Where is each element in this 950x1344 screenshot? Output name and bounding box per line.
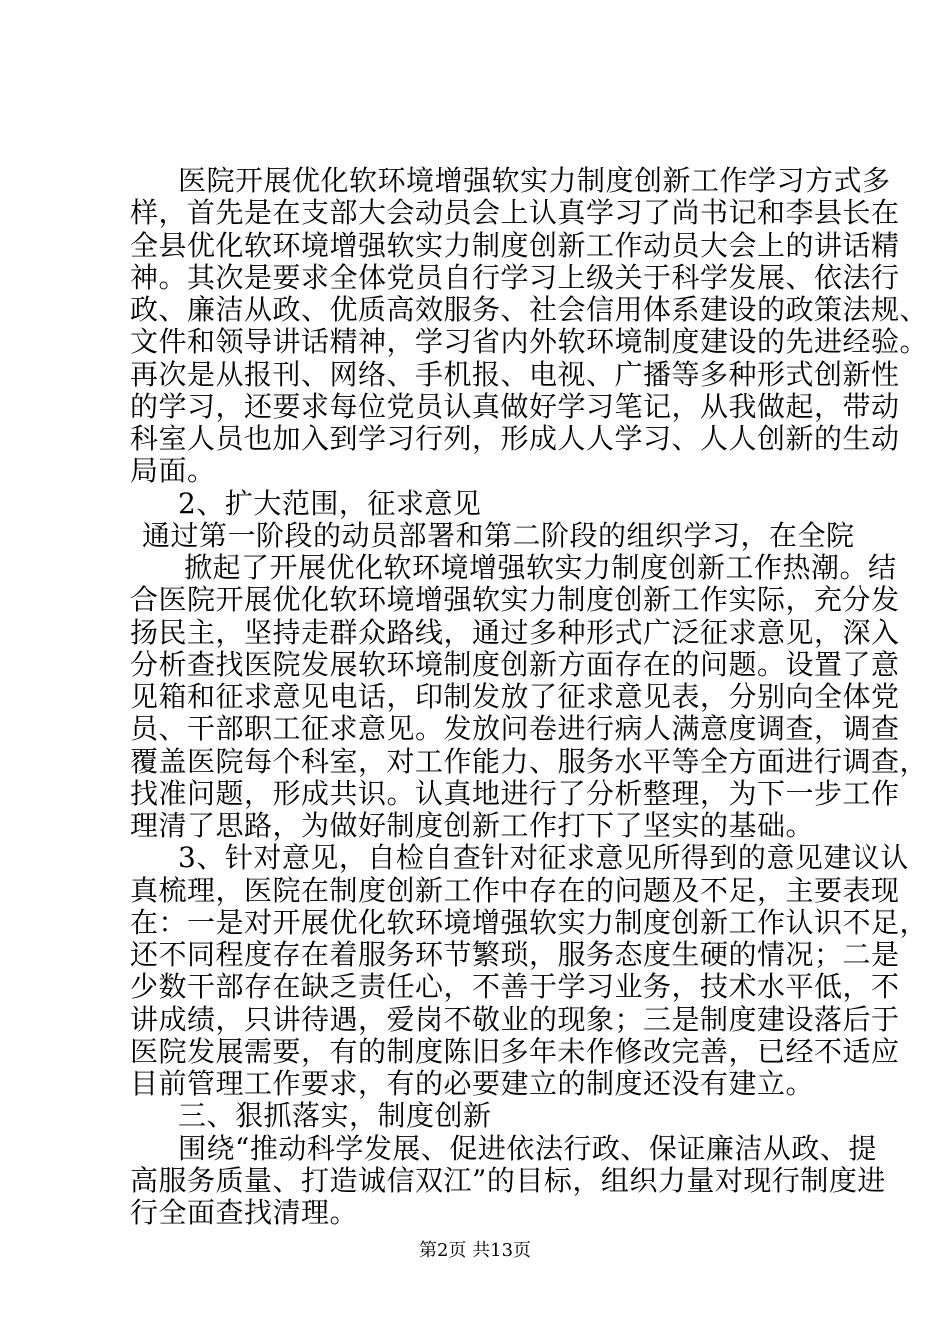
paragraph-line: 真梳理，医院在制度创新工作中存在的问题及不足，主要表现 (130, 874, 900, 907)
paragraph-line: 通过第一阶段的动员部署和第二阶段的组织学习，在全院 (142, 519, 855, 552)
paragraph-line: 还不同程度存在着服务环节繁琐，服务态度生硬的情况；二是 (130, 938, 900, 971)
paragraph-line: 高服务质量、打造诚信双江”的目标，组织力量对现行制度进 (130, 1164, 886, 1197)
paragraph-line: 医院开展优化软环境增强软实力制度创新工作学习方式多 (178, 164, 891, 197)
paragraph-line: 合医院开展优化软环境增强软实力制度创新工作实际，充分发 (130, 583, 900, 616)
paragraph-line: 局面。 (130, 454, 216, 487)
paragraph-line: 找准问题，形成共识。认真地进行了分析整理，为下一步工作 (130, 777, 900, 810)
paragraph-line: 目前管理工作要求，有的必要建立的制度还没有建立。 (130, 1067, 815, 1100)
paragraph-line: 医院发展需要，有的制度陈旧多年未作修改完善，已经不适应 (130, 1035, 900, 1068)
page-footer: 第2页 共13页 (418, 1240, 532, 1261)
paragraph-line: 的学习，还要求每位党员认真做好学习笔记，从我做起，带动 (130, 390, 900, 423)
paragraph-line: 理清了思路，为做好制度创新工作打下了坚实的基础。 (130, 809, 815, 842)
paragraph-line: 神。其次是要求全体党员自行学习上级关于科学发展、依法行 (130, 261, 900, 294)
paragraph-line: 围绕“推动科学发展、促进依法行政、保证廉洁从政、提 (178, 1132, 877, 1165)
paragraph-line: 掀起了开展优化软环境增强软实力制度创新工作热潮。结 (184, 551, 897, 584)
paragraph-line: 全县优化软环境增强软实力制度创新工作动员大会上的讲话精 (130, 229, 900, 262)
paragraph-line: 见箱和征求意见电话，印制发放了征求意见表，分别向全体党 (130, 680, 900, 713)
section-heading: 三、狠抓落实，制度创新 (178, 1099, 492, 1132)
paragraph-line: 覆盖医院每个科室，对工作能力、服务水平等全方面进行调查， (130, 745, 929, 778)
paragraph-line: 科室人员也加入到学习行列，形成人人学习、人人创新的生动 (130, 422, 900, 455)
section-heading: 3、针对意见，自检自查针对征求意见所得到的意见建议认 (178, 841, 909, 874)
paragraph-line: 少数干部存在缺乏责任心，不善于学习业务，技术水平低，不 (130, 970, 900, 1003)
paragraph-line: 行全面查找清理。 (130, 1196, 359, 1229)
paragraph-line: 再次是从报刊、网络、手机报、电视、广播等多种形式创新性 (130, 358, 900, 391)
paragraph-line: 员、干部职工征求意见。发放问卷进行病人满意度调查，调查 (130, 712, 900, 745)
paragraph-line: 样，首先是在支部大会动员会上认真学习了尚书记和李县长在 (130, 196, 900, 229)
paragraph-line: 政、廉洁从政、优质高效服务、社会信用体系建设的政策法规、 (130, 293, 929, 326)
paragraph-line: 分析查找医院发展软环境制度创新方面存在的问题。设置了意 (130, 648, 900, 681)
paragraph-line: 讲成绩，只讲待遇，爱岗不敬业的现象；三是制度建设落后于 (130, 1003, 900, 1036)
paragraph-line: 在：一是对开展优化软环境增强软实力制度创新工作认识不足， (130, 906, 929, 939)
paragraph-line: 扬民主，坚持走群众路线，通过多种形式广泛征求意见，深入 (130, 616, 900, 649)
section-heading: 2、扩大范围，征求意见 (178, 487, 482, 520)
paragraph-line: 文件和领导讲话精神，学习省内外软环境制度建设的先进经验。 (130, 325, 929, 358)
